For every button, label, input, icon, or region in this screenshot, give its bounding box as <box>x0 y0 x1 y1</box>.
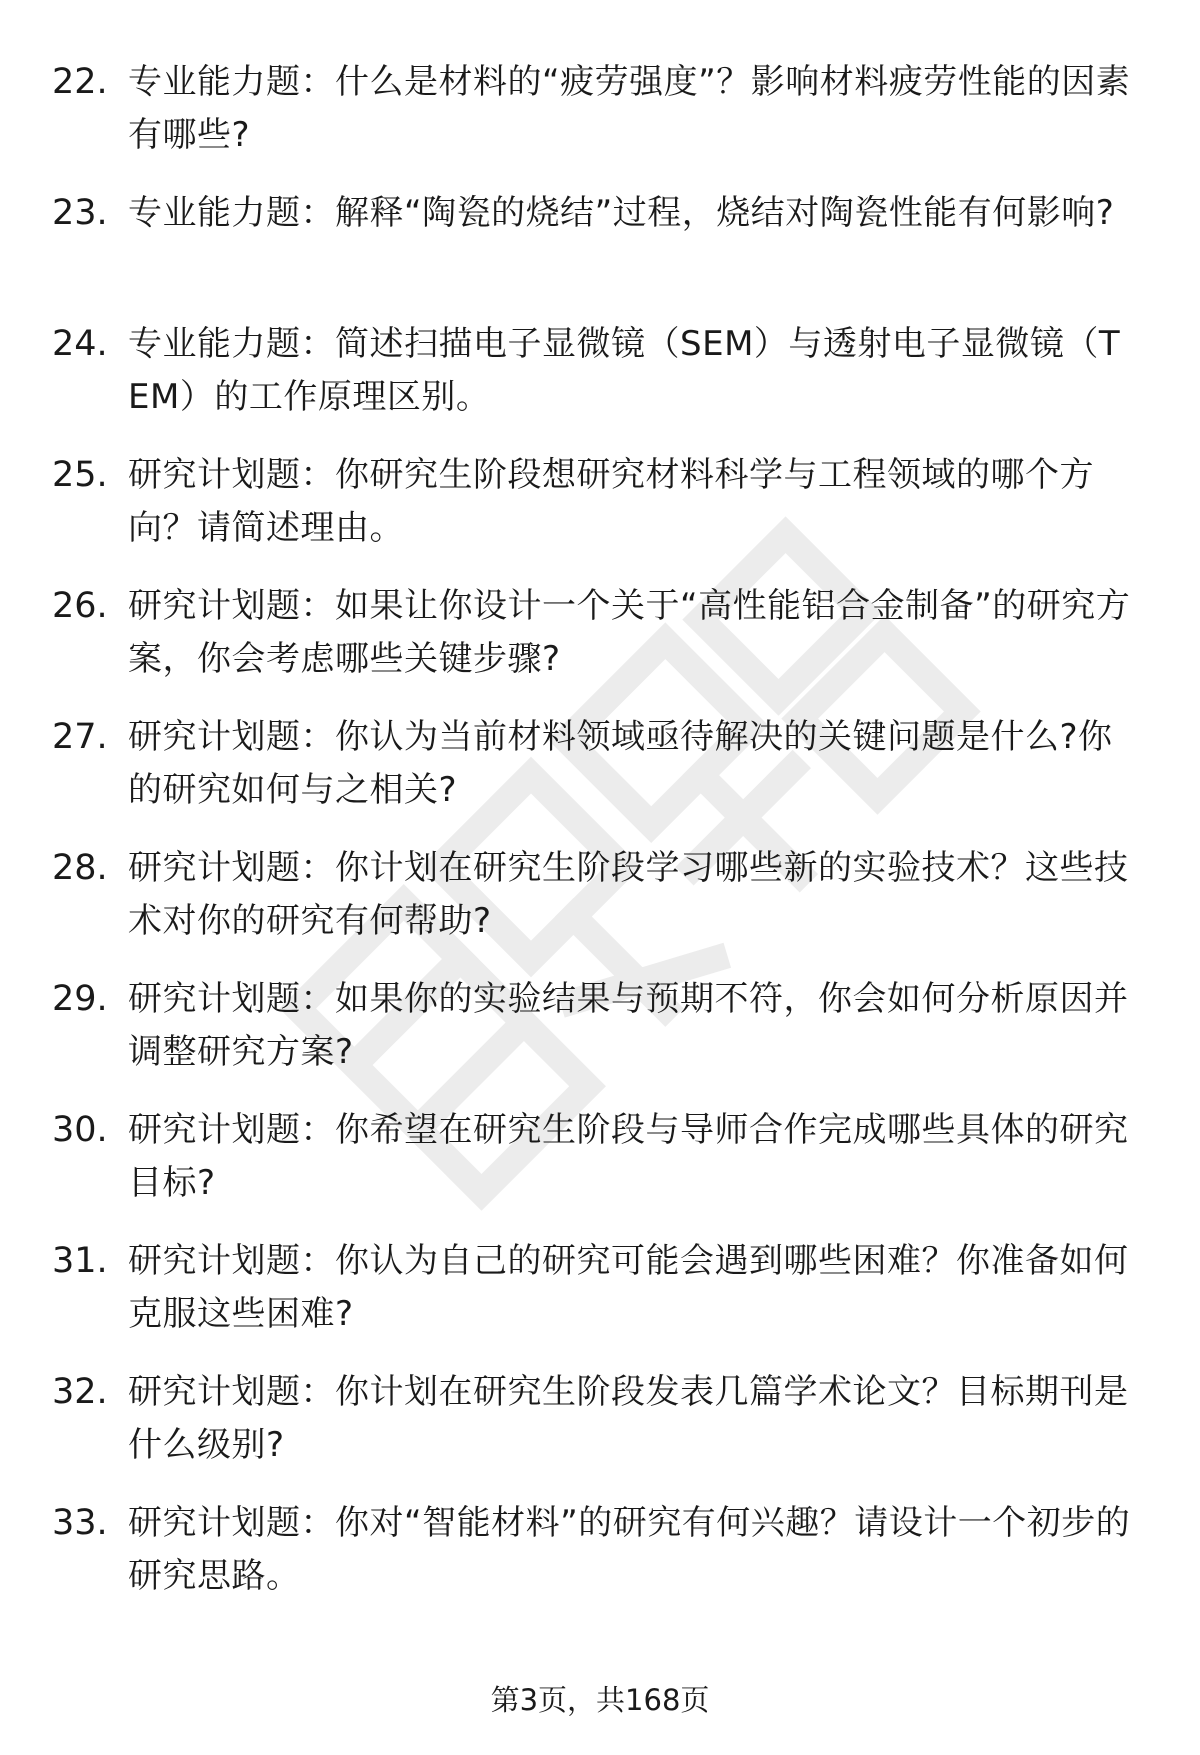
question-item <box>52 1235 1142 1366</box>
question-list <box>52 56 1142 1628</box>
question-text: 专业能力题：什么是材料的“疲劳强度”？影响材料疲劳性能的因素有哪些? <box>128 62 1131 155</box>
question-number: 24. <box>52 324 108 364</box>
question-item <box>52 580 1142 711</box>
question-number: 25. <box>52 455 108 495</box>
question-text: 研究计划题：你计划在研究生阶段学习哪些新的实验技术？这些技术对你的研究有何帮助? <box>128 848 1129 941</box>
question-number: 31. <box>52 1241 108 1281</box>
question-number: 23. <box>52 193 108 233</box>
question-item <box>52 318 1142 449</box>
question-number: 30. <box>52 1110 108 1150</box>
question-number: 29. <box>52 979 108 1019</box>
question-text: 研究计划题：你希望在研究生阶段与导师合作完成哪些具体的研究目标? <box>128 1110 1129 1203</box>
question-item <box>52 1366 1142 1497</box>
question-text: 研究计划题：你计划在研究生阶段发表几篇学术论文？目标期刊是什么级别? <box>128 1372 1129 1465</box>
question-item <box>52 56 1142 187</box>
question-number: 32. <box>52 1372 108 1412</box>
question-item <box>52 1104 1142 1235</box>
question-item <box>52 1497 1142 1628</box>
question-number: 27. <box>52 717 108 757</box>
page-footer: 第3页，共168页 <box>490 1683 710 1717</box>
question-text: 专业能力题：解释“陶瓷的烧结”过程，烧结对陶瓷性能有何影响? <box>128 193 1115 233</box>
question-item <box>52 842 1142 973</box>
question-item <box>52 711 1142 842</box>
question-number: 33. <box>52 1503 108 1543</box>
question-item <box>52 973 1142 1104</box>
question-text: 研究计划题：如果你的实验结果与预期不符，你会如何分析原因并调整研究方案? <box>128 979 1129 1072</box>
question-text: 研究计划题：你对“智能材料”的研究有何兴趣？请设计一个初步的研究思路。 <box>128 1503 1131 1596</box>
question-text: 研究计划题：你认为当前材料领域亟待解决的关键问题是什么?你的研究如何与之相关? <box>128 717 1113 810</box>
question-number: 26. <box>52 586 108 626</box>
question-number: 22. <box>52 62 108 102</box>
question-number: 28. <box>52 848 108 888</box>
question-item <box>52 187 1142 318</box>
question-text: 研究计划题：你研究生阶段想研究材料科学与工程领域的哪个方向？请简述理由。 <box>128 455 1094 548</box>
question-item <box>52 449 1142 580</box>
question-text: 研究计划题：你认为自己的研究可能会遇到哪些困难？你准备如何克服这些困难? <box>128 1241 1129 1334</box>
question-text: 研究计划题：如果让你设计一个关于“高性能铝合金制备”的研究方案，你会考虑哪些关键步骤? <box>128 586 1131 679</box>
question-text: 专业能力题：简述扫描电子显微镜（SEM）与透射电子显微镜（TEM）的工作原理区别。 <box>128 324 1121 417</box>
